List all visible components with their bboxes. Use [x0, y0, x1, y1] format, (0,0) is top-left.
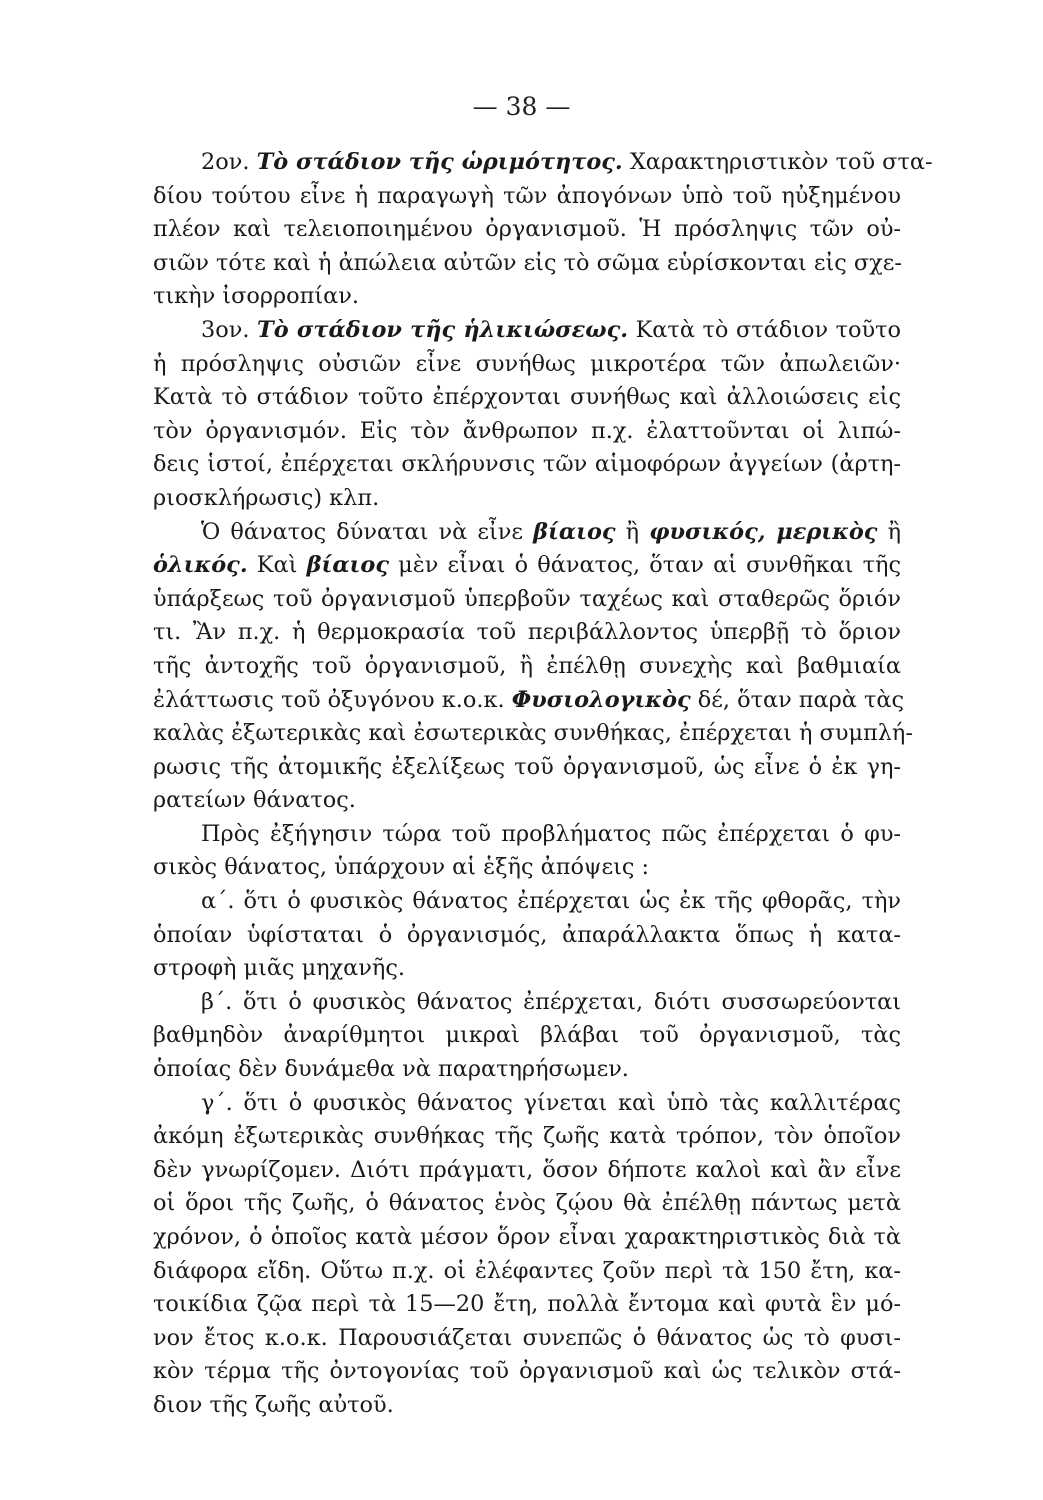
- text-run: δὲν γνωρίζομεν. Διότι πράγματι, ὅσον δήποτε καλοὶ καὶ ἂν εἶνε: [153, 1156, 901, 1183]
- emphasized-term: Φυσιολογικὸς: [511, 686, 691, 713]
- text-line: [153, 549, 901, 583]
- text-line: [153, 616, 901, 650]
- text-line: [153, 952, 901, 986]
- text-line: [153, 1221, 901, 1255]
- text-line: [153, 180, 901, 214]
- text-run: Καὶ: [247, 552, 307, 579]
- text-run: ὁποίαν ὑφίσταται ὁ ὀργανισμός, ἀπαράλλακτα ὅπως ἡ κατα-: [153, 921, 901, 948]
- text-line: [153, 1187, 901, 1221]
- text-run: β΄. ὅτι ὁ φυσικὸς θάνατος ἐπέρχεται, διότι συσσωρεύονται: [201, 988, 901, 1015]
- emphasized-term: βίαιος: [306, 552, 389, 579]
- text-run: μὲν εἶναι ὁ θάνατος, ὅταν αἱ συνθῆκαι τῆς: [388, 552, 901, 579]
- text-run: ρατείων θάνατος.: [153, 787, 356, 814]
- text-run: 3ον.: [201, 316, 258, 343]
- text-line: [153, 919, 901, 953]
- text-line: [153, 1019, 901, 1053]
- text-line: [153, 583, 901, 617]
- text-line: [153, 818, 901, 852]
- text-run: κὸν τέρμα τῆς ὀντογονίας τοῦ ὀργανισμοῦ καὶ ὡς τελικὸν στά-: [153, 1358, 901, 1385]
- text-run: τι. Ἂν π.χ. ἡ θερμοκρασία τοῦ περιβάλλοντος ὑπερβῇ τὸ ὅριον: [153, 619, 901, 646]
- text-run: Κατὰ τὸ στάδιον τοῦτο: [628, 316, 902, 343]
- text-line: [153, 851, 901, 885]
- text-run: σικὸς θάνατος, ὑπάρχουν αἱ ἑξῆς ἀπόψεις :: [153, 854, 650, 881]
- text-run: ἢ: [877, 518, 901, 545]
- text-run: ὁποίας δὲν δυνάμεθα νὰ παρατηρήσωμεν.: [153, 1056, 629, 1083]
- text-run: δεις ἱστοί, ἐπέρχεται σκλήρυνσις τῶν αἱμοφόρων ἀγγείων (ἀρτη-: [153, 451, 901, 478]
- text-line: [153, 1288, 901, 1322]
- text-run: Πρὸς ἐξήγησιν τώρα τοῦ προβλήματος πῶς ἐπέρχεται ὁ φυ-: [201, 820, 901, 847]
- text-line: [153, 1087, 901, 1121]
- text-run: χρόνον, ὁ ὁποῖος κατὰ μέσον ὅρον εἶναι χαρακτηριστικὸς διὰ τὰ: [153, 1224, 901, 1250]
- text-line: [153, 516, 901, 550]
- text-run: Χαρακτηριστικὸν τοῦ στα-: [622, 149, 933, 175]
- text-line: [153, 1154, 901, 1188]
- text-run: στροφὴ μιᾶς μηχανῆς.: [153, 955, 405, 982]
- text-run: ὑπάρξεως τοῦ ὀργανισμοῦ ὑπερβοῦν ταχέως καὶ σταθερῶς ὅριόν: [153, 585, 901, 612]
- body-text: [153, 146, 933, 1423]
- text-run: ριοσκλήρωσις) κλπ.: [153, 484, 380, 511]
- text-line: [153, 1355, 901, 1389]
- emphasized-term: Τὸ στάδιον τῆς ἡλικιώσεως.: [257, 316, 629, 343]
- text-line: [153, 381, 901, 415]
- text-run: βαθμηδὸν ἀναρίθμητοι μικραὶ βλάβαι τοῦ ὀργανισμοῦ, τὰς: [153, 1022, 901, 1049]
- text-run: τικὴν ἰσορροπίαν.: [153, 283, 359, 310]
- text-line: [153, 213, 901, 247]
- text-run: γ΄. ὅτι ὁ φυσικὸς θάνατος γίνεται καὶ ὑπὸ τὰς καλλιτέρας: [201, 1089, 901, 1116]
- text-run: ἢ: [615, 518, 650, 545]
- text-run: οἱ ὅροι τῆς ζωῆς, ὁ θάνατος ἑνὸς ζῴου θὰ ἐπέλθῃ πάντως μετὰ: [153, 1190, 901, 1217]
- text-line: [153, 1389, 901, 1423]
- text-line: [153, 1255, 901, 1289]
- text-run: δέ, ὅταν παρὰ τὰς: [690, 686, 905, 713]
- text-line: [153, 348, 901, 382]
- text-line: [153, 784, 901, 818]
- text-line: [153, 482, 901, 516]
- text-run: ρωσις τῆς ἀτομικῆς ἐξελίξεως τοῦ ὀργανισμοῦ, ὡς εἶνε ὁ ἐκ γη-: [153, 753, 901, 780]
- text-run: σιῶν τότε καὶ ἡ ἀπώλεια αὐτῶν εἰς τὸ σῶμα εὑρίσκονται εἰς σχε-: [153, 249, 902, 276]
- text-run: διον τῆς ζωῆς αὐτοῦ.: [153, 1391, 394, 1418]
- text-line: [153, 146, 933, 180]
- emphasized-term: φυσικός, μερικὸς: [649, 518, 878, 545]
- text-line: [153, 751, 901, 785]
- text-run: τῆς ἀντοχῆς τοῦ ὀργανισμοῦ, ἢ ἐπέλθῃ συνεχὴς καὶ βαθμιαία: [153, 652, 901, 679]
- text-run: Κατὰ τὸ στάδιον τοῦτο ἐπέρχονται συνήθως καὶ ἀλλοιώσεις εἰς: [153, 384, 901, 411]
- text-run: α΄. ὅτι ὁ φυσικὸς θάνατος ἐπέρχεται ὡς ἐκ τῆς φθορᾶς, τὴν: [201, 888, 901, 915]
- text-run: νον ἔτος κ.ο.κ. Παρουσιάζεται συνεπῶς ὁ θάνατος ὡς τὸ φυσι-: [153, 1324, 901, 1351]
- text-line: [153, 986, 901, 1020]
- text-run: διάφορα εἴδη. Οὕτω π.χ. οἱ ἐλέφαντες ζοῦν περὶ τὰ 150 ἔτη, κα-: [153, 1257, 901, 1284]
- text-run: ἡ πρόσληψις οὐσιῶν εἶνε συνήθως μικροτέρα τῶν ἀπωλειῶν·: [153, 350, 901, 377]
- text-line: [153, 1053, 901, 1087]
- emphasized-term: βίαιος: [533, 518, 616, 545]
- emphasized-term: Τὸ στάδιον τῆς ὡριμότητος.: [256, 149, 623, 175]
- text-run: τοικίδια ζῷα περὶ τὰ 15—20 ἔτη, πολλὰ ἔντομα καὶ φυτὰ ἓν μό-: [153, 1291, 901, 1318]
- text-line: [153, 885, 901, 919]
- text-run: ἐλάττωσις τοῦ ὀξυγόνου κ.ο.κ.: [153, 686, 512, 713]
- text-line: [153, 280, 901, 314]
- text-line: [153, 1322, 901, 1356]
- text-run: Ὁ θάνατος δύναται νὰ εἶνε: [201, 518, 534, 545]
- text-run: καλὰς ἐξωτερικὰς καὶ ἐσωτερικὰς συνθήκας, ἐπέρχεται ἡ συμπλή-: [153, 720, 913, 747]
- text-line: [153, 1120, 901, 1154]
- text-run: ἀκόμη ἐξωτερικὰς συνθήκας τῆς ζωῆς κατὰ τρόπον, τὸν ὁποῖον: [153, 1123, 901, 1150]
- text-line: [153, 717, 913, 751]
- text-line: [153, 448, 901, 482]
- text-run: πλέον καὶ τελειοποιημένου ὀργανισμοῦ. Ἡ πρόσληψις τῶν οὐ-: [153, 216, 901, 243]
- text-line: [153, 415, 901, 449]
- text-line: [153, 314, 901, 348]
- text-run: τὸν ὀργανισμόν. Εἰς τὸν ἄνθρωπον π.χ. ἐλαττοῦνται οἱ λιπώ-: [153, 417, 901, 444]
- text-line: [153, 650, 901, 684]
- text-line: [153, 247, 901, 281]
- emphasized-term: ὁλικός.: [153, 552, 248, 579]
- text-run: δίου τούτου εἶνε ἡ παραγωγὴ τῶν ἀπογόνων ὑπὸ τοῦ ηὐξημένου: [153, 182, 901, 209]
- page-number: — 38 —: [472, 92, 571, 121]
- text-line: [153, 684, 905, 718]
- text-run: 2ον.: [201, 149, 257, 175]
